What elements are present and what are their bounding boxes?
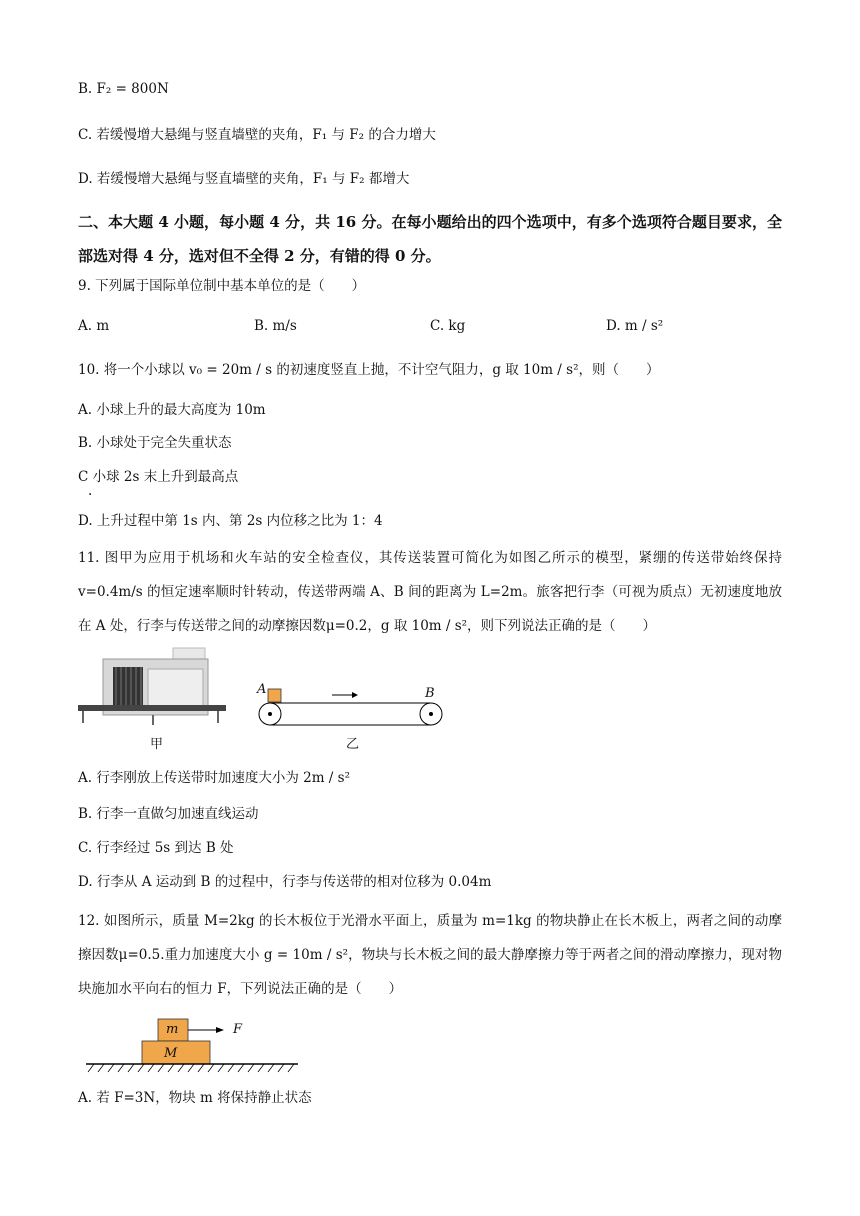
belt-direction-arrow [352,692,358,698]
q9-option-a: A. m [78,318,110,334]
conveyor-belt-diagram [252,682,448,728]
q11-option-d: D. 行李从 A 运动到 B 的过程中，行李与传送带的相对位移为 0.04m [78,874,492,890]
label-a: A [257,682,267,697]
figure-jia-caption: 甲 [150,737,164,752]
q12-stem: 12. 如图所示，质量 M=2kg 的长木板位于光滑水平面上，质量为 m=1kg 的物块静止在长木板上，两者之间的动摩擦因数μ=0.5.重力加速度大小 g = 10m / s²，物块与长木板之间的最大静摩擦力等于两者之间的滑动摩擦力，现对物块施加水平向右的恒力 F，下列说法正确的是（ ） [78,913,782,997]
q10-option-d: D. 上升过程中第 1s 内、第 2s 内位移之比为 1：4 [78,513,383,529]
q9-stem: 9. 下列属于国际单位制中基本单位的是（ ） [78,278,366,294]
section-2-heading: 二、本大题 4 小题，每小题 4 分，共 16 分。在每小题给出的四个选项中，有多个选项符合题目要求，全部选对得 4 分，选对但不全得 2 分，有错的得 0 分。 [78,213,782,265]
label-b: B [425,686,435,701]
q12-option-a: A. 若 F=3N，物块 m 将保持静止状态 [78,1090,312,1106]
q9-option-c: C. kg [430,318,466,334]
block-board-diagram [86,1015,302,1075]
security-scanner-figure [78,645,228,727]
luggage-block [268,689,281,702]
q10-option-c-dot: . [88,483,93,499]
q11-option-c: C. 行李经过 5s 到达 B 处 [78,840,234,856]
q9-option-d: D. m / s² [606,318,664,334]
force-arrow [216,1027,224,1033]
label-F: F [233,1022,243,1037]
q10-option-b: B. 小球处于完全失重状态 [78,435,232,451]
q8-option-c: C. 若缓慢增大悬绳与竖直墙壁的夹角，F₁ 与 F₂ 的合力增大 [78,127,436,143]
q8-option-b: B. F₂ = 800N [78,81,169,97]
q11-stem: 11. 图甲为应用于机场和火车站的安全检查仪，其传送装置可简化为如图乙所示的模型，紧绷的传送带始终保持 v=0.4m/s 的恒定速率顺时针转动，传送带两端 A、B 间的距离为 L=2m。旅客把行李（可视为质点）无初速度地放在 A 处，行李与传送带之间的动摩擦因数μ=0.2，g 取 10m / s²，则下列说法正确的是（ ） [78,550,782,634]
q9-option-b: B. m/s [254,318,297,334]
label-M: M [164,1046,178,1061]
q10-option-a: A. 小球上升的最大高度为 10m [78,402,266,418]
q10-option-c: C 小球 2s 末上升到最高点 [78,469,239,485]
label-m: m [166,1022,179,1037]
q10-stem: 10. 将一个小球以 v₀ = 20m / s 的初速度竖直上抛，不计空气阻力，g 取 10m / s²，则（ ） [78,362,660,378]
figure-yi-caption: 乙 [346,737,360,752]
q8-option-d: D. 若缓慢增大悬绳与竖直墙壁的夹角，F₁ 与 F₂ 都增大 [78,171,410,187]
q11-option-a: A. 行李刚放上传送带时加速度大小为 2m / s² [78,770,350,786]
q11-option-b: B. 行李一直做匀加速直线运动 [78,806,259,822]
